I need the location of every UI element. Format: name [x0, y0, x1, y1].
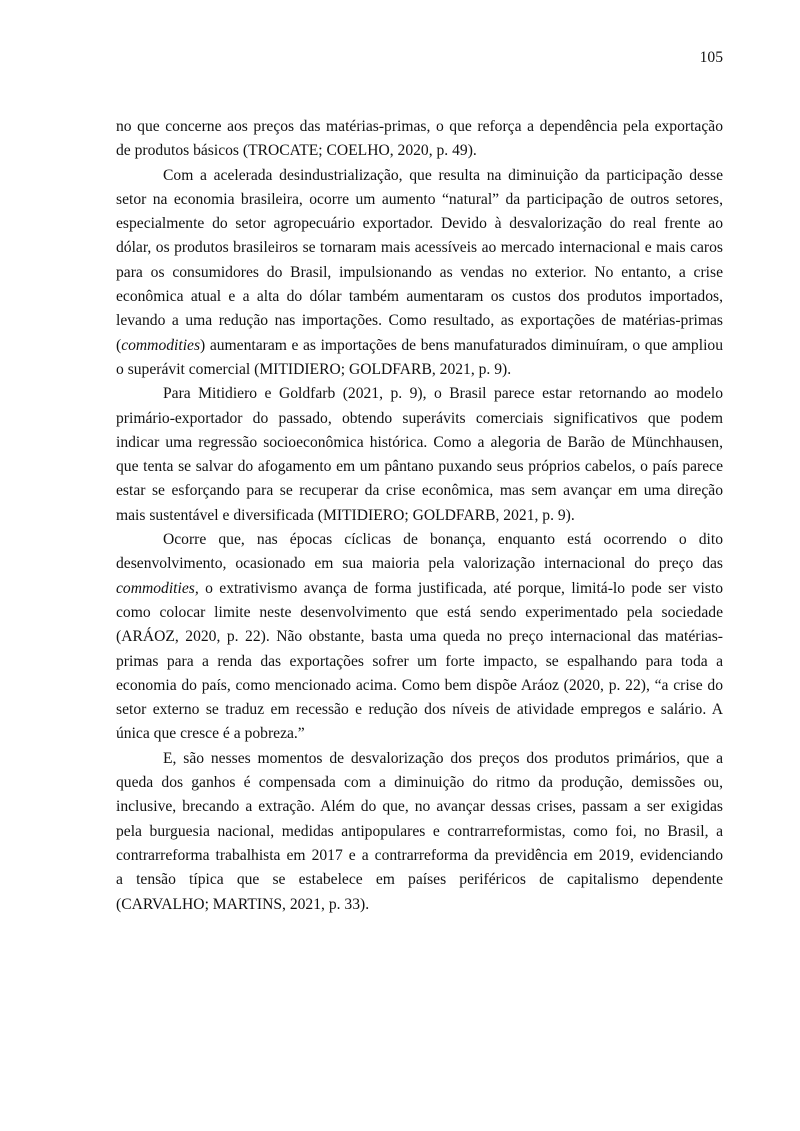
text-line: a tensão típica que se estabelece em países periféricos de capitalismo dependente — [116, 871, 723, 889]
text-line: indicar uma regressão socioeconômica histórica. Como a alegoria de Barão de Münchhausen, — [116, 433, 723, 451]
paragraph — [116, 382, 723, 528]
text-line: desenvolvimento, ocasionado em sua maioria pela valorização internacional do preço das — [116, 555, 723, 573]
text-line: (commodities) aumentaram e as importações de bens manufaturados diminuíram, o que ampliou — [116, 336, 723, 354]
text-line: Ocorre que, nas épocas cíclicas de bonança, enquanto está ocorrendo o dito — [163, 531, 723, 549]
text-line: setor na economia brasileira, ocorre um aumento “natural” da participação de outros setores, — [116, 190, 723, 208]
text-line: estar se esforçando para se recuperar da crise econômica, mas sem avançar em uma direção — [116, 482, 723, 500]
text-line: no que concerne aos preços das matérias-primas, o que reforça a dependência pela exportação — [116, 118, 723, 135]
text-line: primas para a renda das exportações sofrer um forte impacto, se espalhando para toda a — [116, 652, 723, 670]
paragraph — [116, 115, 723, 164]
text-line: mais sustentável e diversificada (MITIDIERO; GOLDFARB, 2021, p. 9). — [116, 506, 575, 524]
text-line: Para Mitidiero e Goldfarb (2021, p. 9), o Brasil parece estar retornando ao modelo — [163, 385, 723, 403]
text-line: queda dos ganhos é compensada com a diminuição do ritmo da produção, demissões ou, — [116, 774, 723, 792]
text-line: de produtos básicos (TROCATE; COELHO, 2020, p. 49). — [116, 142, 477, 160]
italic-term: commodities — [121, 336, 201, 354]
text-line: commodities, o extrativismo avança de forma justificada, até porque, limitá-lo pode ser visto — [116, 579, 723, 597]
text-line: (CARVALHO; MARTINS, 2021, p. 33). — [116, 895, 370, 913]
text-line: setor externo se traduz em recessão e redução dos níveis de atividade empregos e salário. A — [116, 701, 723, 719]
text-line: (ARÁOZ, 2020, p. 22). Não obstante, basta uma queda no preço internacional das matérias- — [116, 628, 723, 646]
text-line: primário-exportador do passado, obtendo superávits comerciais significativos que podem — [116, 409, 723, 427]
text-line: pela burguesia nacional, medidas antipopulares e contrarreformistas, como foi, no Brasil, a — [116, 822, 723, 840]
paragraph — [116, 747, 723, 917]
text-line: economia do país, como mencionado acima. Como bem dispõe Aráoz (2020, p. 22), “a crise do — [116, 676, 723, 694]
text-line: econômica atual e a alta do dólar também aumentaram os custos dos produtos importados, — [116, 288, 723, 306]
text-line: dólar, os produtos brasileiros se tornaram mais acessíveis ao mercado internacional e mais caros — [116, 239, 723, 257]
body-text — [116, 115, 723, 917]
text-line: única que cresce é a pobreza.” — [116, 725, 305, 743]
paragraph — [116, 528, 723, 747]
text-line: E, são nesses momentos de desvalorização dos preços dos produtos primários, que a — [163, 749, 723, 767]
text-line: como colocar limite neste desenvolvimento que está sendo experimentado pela sociedade — [116, 603, 723, 621]
text-line: levando a uma redução nas importações. Como resultado, as exportações de matérias-primas — [116, 312, 723, 330]
text-line: Com a acelerada desindustrialização, que resulta na diminuição da participação desse — [163, 166, 723, 184]
text-line: contrarreforma trabalhista em 2017 e a contrarreforma da previdência em 2019, evidenciando — [116, 846, 723, 864]
text-line: que tenta se salvar do afogamento em um pântano puxando seus próprios cabelos, o país parece — [116, 458, 723, 476]
text-line: especialmente do setor agropecuário exportador. Devido à desvalorização do real frente ao — [116, 215, 723, 233]
paragraph — [116, 164, 723, 383]
italic-term: , — [222, 555, 227, 573]
text-line: inclusive, brecando a extração. Além do que, no avançar dessas crises, passam a ser exigidas — [116, 798, 723, 816]
text-line: o superávit comercial (MITIDIERO; GOLDFARB, 2021, p. 9). — [116, 360, 512, 378]
text-line: para os consumidores do Brasil, impulsionando as vendas no exterior. No entanto, a crise — [116, 263, 723, 281]
italic-term: commodities, — [116, 579, 199, 597]
page-number: 105 — [699, 49, 723, 66]
